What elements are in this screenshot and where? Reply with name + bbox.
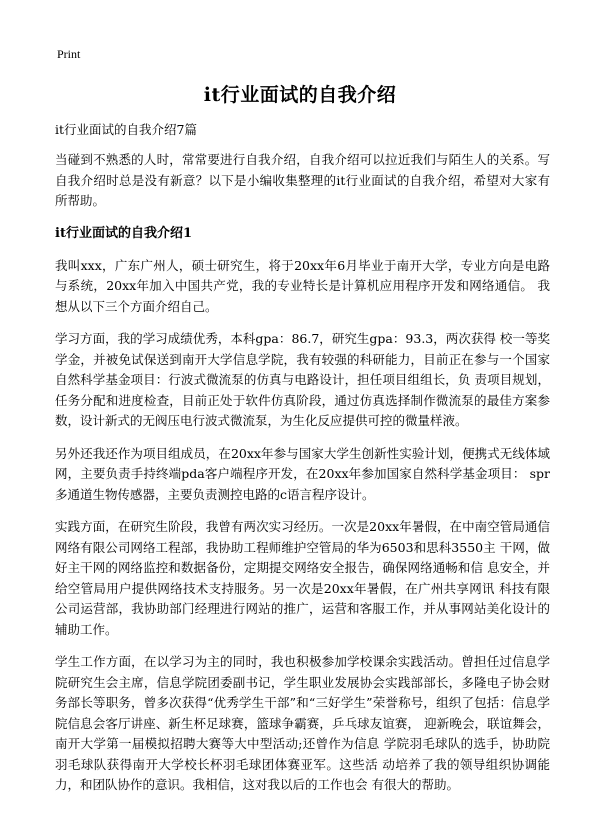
document-subtitle: it行业面试的自我介绍7篇 [55, 122, 197, 137]
print-link[interactable]: Print [57, 47, 81, 61]
paragraph-projects: 另外还我还作为项目组成员，在20xx年参与国家大学生创新性实验计划，便携式无线体域网，主要负责手持终端pda客户端程序开发，在20xx年参加国家自然科学基金项目： spr多通道生物传感器，主要负责测控电路的c语言程序设计。 [55, 445, 550, 502]
paragraph-practice: 实践方面，在研究生阶段，我曾有两次实习经历。一次是20xx年暑假，在中南空管局通信网络有限公司网络工程部，我协助工程师维护空管局的华为6503和思科3550主 干网，做好主干网的网络监控和数据备份，定期提交网络安全报告，确保网络通畅和信 息安全，并给空管局用户提供网络技术支持服务。另一次是20xx年暑假，在广州共享网讯 科技有限公司运营部，我协助部门经理进行网站的推广，运营和客服工作，并从事网站美化设计的辅助工作。 [55, 519, 550, 637]
paragraph-student-work: 学生工作方面，在以学习为主的同时，我也积极参加学校课余实践活动。曾担任过信息学院研究生会主席，信息学院团委副书记，学生职业发展协会实践部部长，多隆电子协会财务部长等职务，曾多次获得“优秀学生干部”和“三好学生”荣誉称号，组织了包括：信息学院信息会客厅讲座、新生杯足球赛，篮球争霸赛，乒乓球友谊赛， 迎新晚会，联谊舞会，南开大学第一届模拟招聘大赛等大中型活动;还曾作为信息 学院羽毛球队的选手，协助院羽毛球队获得南开大学校长杯羽毛球团体赛亚军。这些活 动培养了我的领导组织协调能力，和团队协作的意识。我相信，这对我以后的工作也会 有很大的帮助。 [55, 654, 550, 792]
page-title: it行业面试的自我介绍 [203, 84, 397, 106]
intro-paragraph: 当碰到不熟悉的人时，常常要进行自我介绍，自我介绍可以拉近我们与陌生人的关系。写自我介绍时总是没有新意？以下是小编收集整理的it行业面试的自我介绍，希望对大家有所帮助。 [55, 152, 550, 208]
paragraph-self-intro: 我叫xxx，广东广州人，硕士研究生，将于20xx年6月毕业于南开大学，专业方向是电路与系统，20xx年加入中国共产党，我的专业特长是计算机应用程序开发和网络通信。 我想从以下三个方面介绍自己。 [55, 257, 550, 314]
document-body [55, 120, 550, 808]
section-heading: it行业面试的自我介绍1 [55, 225, 192, 241]
paragraph-study: 学习方面，我的学习成绩优秀，本科gpa：86.7，研究生gpa：93.3，两次获得 校一等奖学金，并被免试保送到南开大学信息学院，我有较强的科研能力，目前正在参与一个国家自然科学基金项目：行波式微流泵的仿真与电路设计，担任项目组组长，负 责项目规划，任务分配和进度检查，目前正处于软件仿真阶段，通过仿真选择制作微流泵的最佳方案参数，设计新式的无阀压电行波式微流泵，为生化反应提供可控的微量样液。 [55, 331, 550, 428]
